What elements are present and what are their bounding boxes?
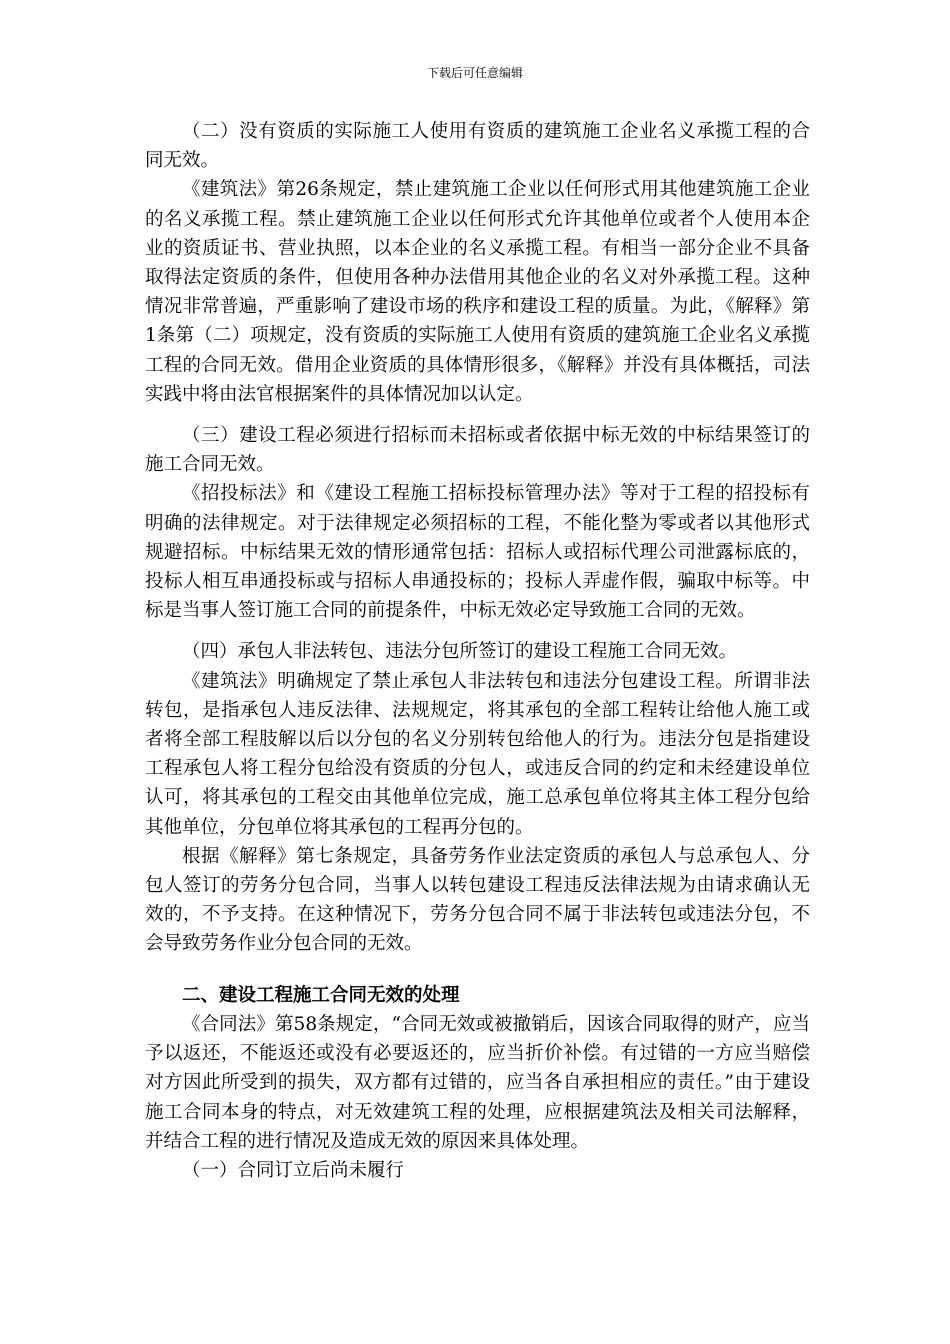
paragraph-labor-subcontract: 根据《解释》第七条规定，具备劳务作业法定资质的承包人与总承包人、分包人签订的劳务分包合同，当事人以转包建设工程违反法律法规为由请求确认无效的，不予支持。在这种情况下，劳务分包合同不属于非法转包或违法分包，不会导致劳务作业分包合同的无效。 [145, 845, 810, 955]
subheading-4: （四）承包人非法转包、违法分包所签订的建设工程施工合同无效。 [182, 641, 738, 663]
paragraph-construction-law-26: 《建筑法》第26条规定，禁止建筑施工企业以任何形式用其他建筑施工企业的名义承揽工程。禁止建筑施工企业以任何形式允许其他单位或者个人使用本企业的资质证书、营业执照，以本企业的名义承揽工程。有相当一部分企业不具备取得法定资质的条件，但使用各种办法借用其他企业的名义对外承揽工程。这种情况非常普遍，严重影响了建设市场的秩序和建设工程的质量。为此，《解释》第1条第（二）项规定，没有资质的实际施工人使用有资质的建筑施工企业名义承揽工程的合同无效。借用企业资质的具体情形很多，《解释》并没有具体概括，司法实践中将由法官根据案件的具体情况加以认定。 [145, 179, 810, 405]
subheading-1: （一）合同订立后尚未履行 [182, 1159, 405, 1181]
paragraph-bidding-law: 《招投标法》和《建设工程施工招标投标管理办法》等对于工程的招投标有明确的法律规定。对于法律规定必须招标的工程，不能化整为零或者以其他形式规避招标。中标结果无效的情形通常包括：招标人或招标代理公司泄露标底的，投标人相互串通投标或与招标人串通投标的；投标人弄虚作假，骗取中标等。中标是当事人签订施工合同的前提条件，中标无效必定导致施工合同的无效。 [145, 483, 810, 622]
paragraph-contract-law-58: 《合同法》第58条规定，“合同无效或被撤销后，因该合同取得的财产，应当予以返还，不能返还或没有必要返还的，应当折价补偿。有过错的一方应当赔偿对方因此所受到的损失，双方都有过错的，应当各自承担相应的责任。”由于建设施工合同本身的特点，对无效建筑工程的处理，应根据建筑法及相关司法解释，并结合工程的进行情况及造成无效的原因来具体处理。 [145, 1013, 810, 1152]
paragraph-subcontracting: 《建筑法》明确规定了禁止承包人非法转包和违法分包建设工程。所谓非法转包，是指承包人违反法律、法规规定，将其承包的全部工程转让给他人施工或者将全部工程肢解以后以分包的名义分别转包给他人的行为。违法分包是指建设工程承包人将工程分包给没有资质的分包人，或违反合同的约定和未经建设单位认可，将其承包的工程交由其他单位完成，施工总承包单位将其主体工程分包给其他单位，分包单位将其承包的工程再分包的。 [145, 670, 810, 838]
subheading-2: （二）没有资质的实际施工人使用有资质的建筑施工企业名义承揽工程的合同无效。 [145, 121, 810, 172]
page-header: 下载后可任意编辑 [426, 66, 523, 80]
document-body [145, 117, 810, 1185]
subheading-3: （三）建设工程必须进行招标而未招标或者依据中标无效的中标结果签订的施工合同无效。 [145, 425, 810, 476]
section-heading: 二、建设工程施工合同无效的处理 [182, 984, 460, 1006]
